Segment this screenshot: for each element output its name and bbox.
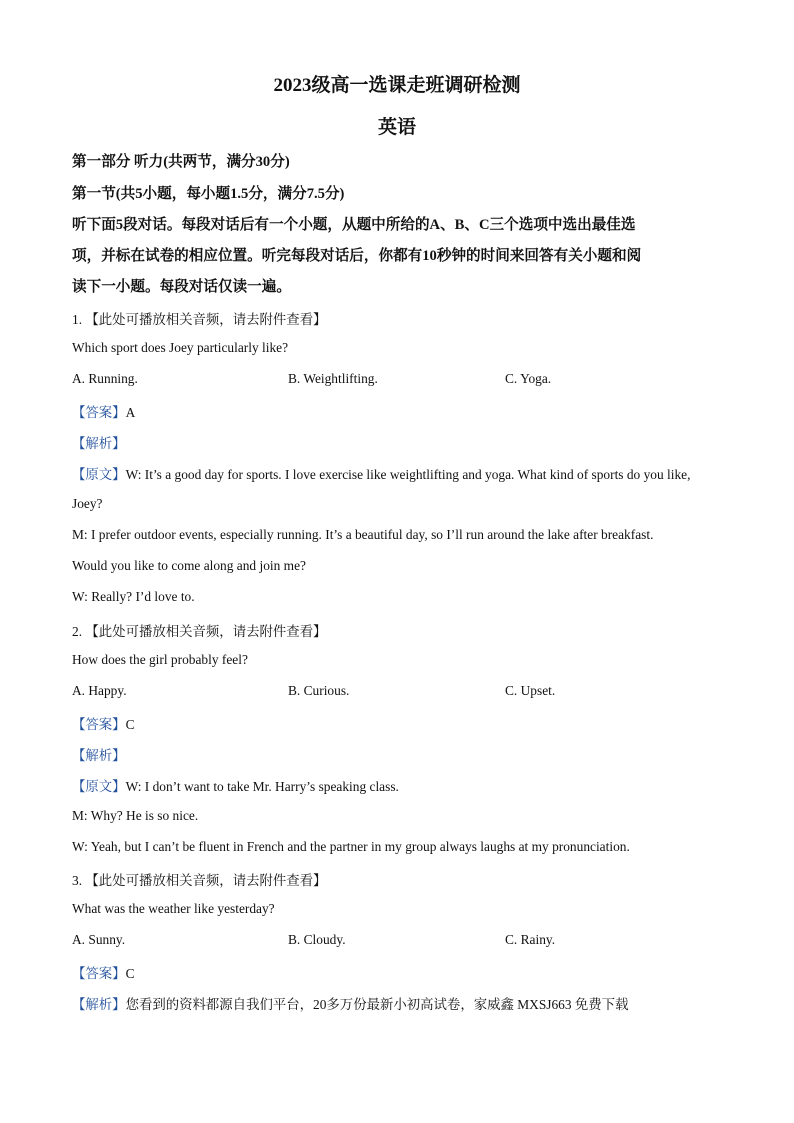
answer-value: C [125,966,135,981]
option-a: A. Running. [72,371,138,386]
script-line: Joey? [72,496,103,511]
original-label: 【原文】 [72,467,126,482]
instruction-line: 听下面5段对话。每段对话后有一个小题，从题中所给的A、B、C三个选项中选出最佳选 [72,217,636,233]
option-a: A. Happy. [72,683,127,698]
part-heading: 第一部分 听力(共两节，满分30分) [72,154,290,170]
analysis-line [72,994,732,1013]
answer-label: 【答案】 [72,717,126,732]
option-c: C. Yoga. [505,371,552,386]
audio-placeholder: 【此处可播放相关音频，请去附件查看】 [85,873,327,888]
analysis-line [72,745,732,764]
option-c: C. Upset. [505,683,556,698]
subject-title: 英语 [377,117,416,138]
section-heading: 第一节(共5小题，每小题1.5分，满分7.5分) [72,186,345,202]
answer-label: 【答案】 [72,966,126,981]
answer-line [72,402,732,421]
script-line: Would you like to come along and join me? [72,558,306,573]
question-header [72,309,732,328]
script-line [72,464,732,483]
analysis-label: 【解析】 [72,748,126,763]
script-line: M: Why? He is so nice. [72,808,199,823]
analysis-line [72,433,732,452]
answer-line [72,714,732,733]
option-b: B. Weightlifting. [288,371,378,386]
question-header [72,621,732,640]
question-stem: How does the girl probably feel? [72,652,248,667]
question-number: 2. [72,624,83,639]
exam-title: 2023级高一选课走班调研检测 [273,75,521,96]
analysis-label: 【解析】 [72,997,126,1012]
audio-placeholder: 【此处可播放相关音频，请去附件查看】 [85,312,327,327]
analysis-text: 您看到的资料都源自我们平台，20多万份最新小初高试卷，家威鑫 MXSJ663 免费下载 [125,997,629,1012]
script-text: W: I don’t want to take Mr. Harry’s speaking class. [125,779,399,794]
script-line [72,776,732,795]
original-label: 【原文】 [72,779,126,794]
script-line: W: Really? I’d love to. [72,589,195,604]
answer-label: 【答案】 [72,405,126,420]
question-stem: What was the weather like yesterday? [72,901,275,916]
instruction-line: 读下一小题。每段对话仅读一遍。 [72,279,291,295]
question-number: 1. [72,312,83,327]
instruction-line: 项，并标在试卷的相应位置。听完每段对话后，你都有10秒钟的时间来回答有关小题和阅 [72,248,642,264]
option-b: B. Curious. [288,683,350,698]
question-header [72,870,732,889]
answer-line [72,963,732,982]
question-stem: Which sport does Joey particularly like? [72,340,289,355]
option-a: A. Sunny. [72,932,126,947]
script-line: W: Yeah, but I can’t be fluent in French and the partner in my group always laughs at my pronunciation. [72,839,630,854]
answer-value: A [125,405,136,420]
audio-placeholder: 【此处可播放相关音频，请去附件查看】 [85,624,327,639]
script-line: M: I prefer outdoor events, especially running. It’s a beautiful day, so I’ll run around the lake after breakfast. [72,527,654,542]
option-c: C. Rainy. [505,932,556,947]
script-text: W: It’s a good day for sports. I love exercise like weightlifting and yoga. What kind of sports do you like, [125,467,691,482]
question-number: 3. [72,873,83,888]
option-b: B. Cloudy. [288,932,346,947]
answer-value: C [125,717,135,732]
analysis-label: 【解析】 [72,436,126,451]
